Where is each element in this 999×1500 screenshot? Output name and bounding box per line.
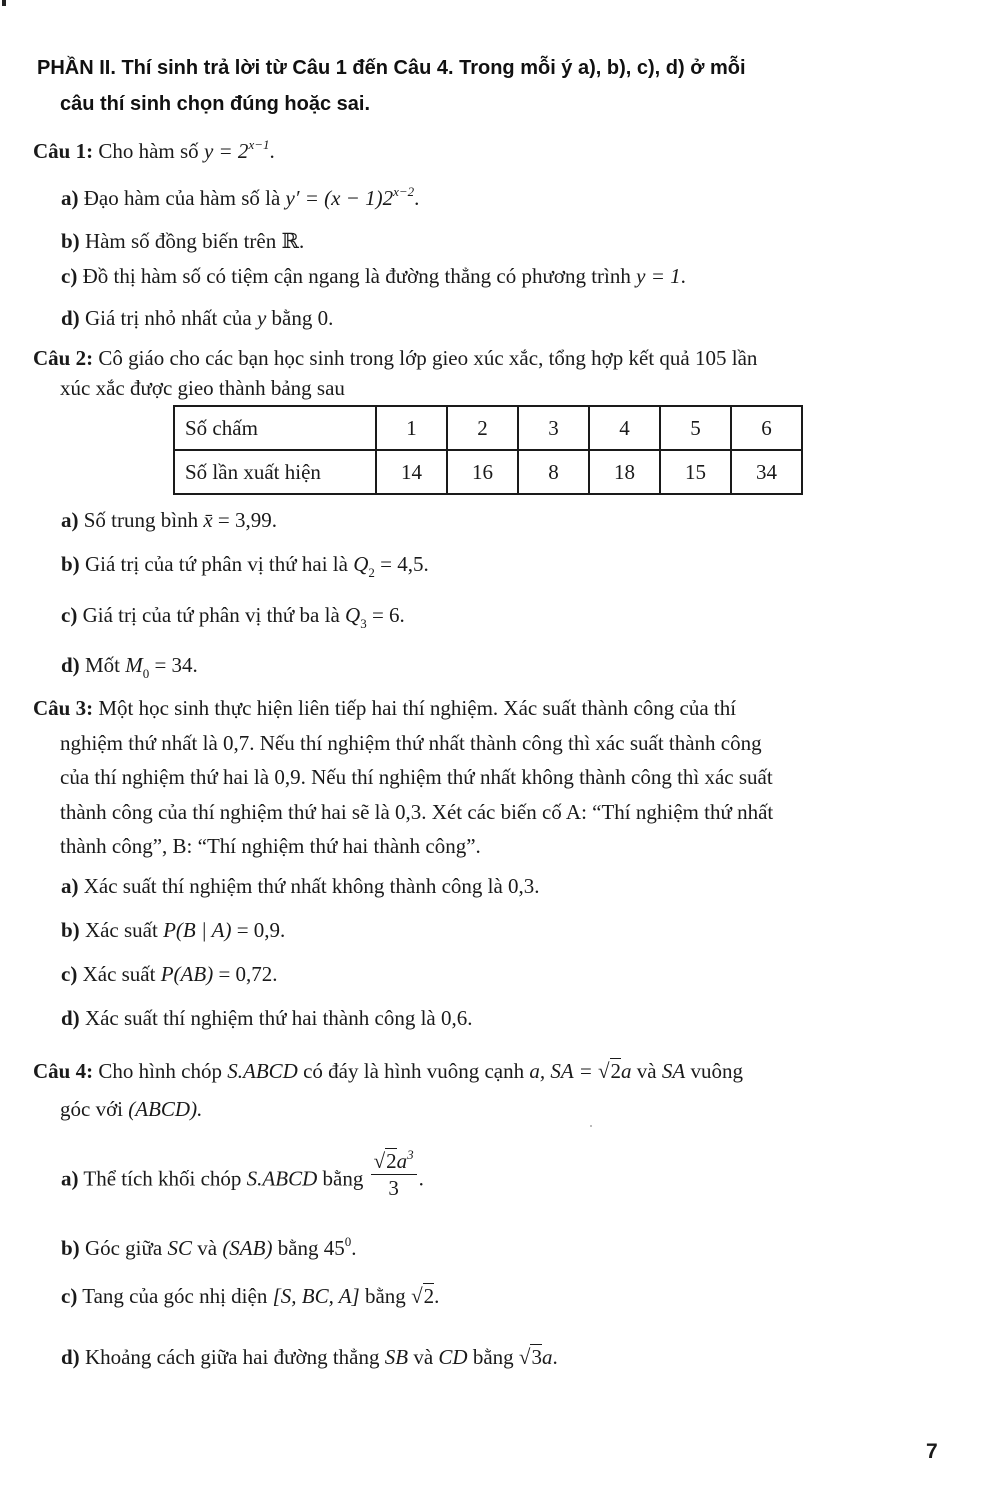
question-3-text-line1: Một học sinh thực hiện liên tiếp hai thí nghiệm. Xác suất thành công của thí — [98, 696, 737, 720]
option-math-2: CD — [438, 1345, 468, 1369]
count-cell: 15 — [660, 450, 731, 494]
face-cell: 2 — [447, 406, 518, 450]
punctuation: . — [680, 264, 686, 288]
punctuation: . — [434, 1284, 440, 1308]
option-math: P(AB) — [160, 962, 214, 986]
math-a: a — [396, 1149, 408, 1173]
table-row-faces — [174, 406, 802, 450]
face-cell: 6 — [731, 406, 802, 450]
row-header-counts: Số lần xuất hiện — [174, 450, 376, 494]
option-math: ℝ — [281, 229, 299, 253]
punctuation: . — [418, 1166, 424, 1191]
option-text: Góc giữa — [84, 1236, 163, 1260]
option-math: Q — [345, 603, 361, 627]
option-label: c) — [61, 962, 78, 986]
question-2-text-line2: xúc xắc được gieo thành bảng sau — [60, 376, 345, 400]
option-value: = 0,9. — [236, 918, 286, 942]
option-value: = 4,5. — [380, 552, 429, 576]
option-text: Hàm số đồng biến trên — [84, 229, 277, 253]
option-text: Xác suất — [84, 918, 158, 942]
option-text: Khoảng cách giữa hai đường thẳng — [84, 1345, 380, 1369]
sqrt-arg: 2 — [610, 1059, 622, 1083]
punctuation: . — [269, 139, 275, 163]
sqrt-arg: 2 — [423, 1284, 435, 1308]
question-3-text-line2: nghiệm thứ nhất là 0,7. Nếu thí nghiệm thứ nhất thành công thì xác suất thành công — [60, 730, 762, 755]
option-label: d) — [61, 1006, 80, 1030]
question-3-option-d — [61, 1004, 472, 1032]
option-label: b) — [61, 918, 80, 942]
face-cell: 5 — [660, 406, 731, 450]
option-text: Giá trị của tứ phân vị thứ hai là — [84, 552, 348, 576]
option-label: b) — [61, 1236, 80, 1260]
option-math: P(B | A) — [163, 918, 232, 942]
question-2-option-a — [61, 506, 277, 534]
option-text-3: bằng — [472, 1345, 514, 1369]
question-2-option-d — [61, 651, 198, 688]
question-4-text: và — [636, 1059, 657, 1083]
question-4-option-c — [61, 1282, 439, 1310]
question-4-text: có đáy là hình vuông cạnh — [303, 1059, 525, 1083]
option-text-2: bằng — [322, 1166, 364, 1191]
table-row-counts — [174, 450, 802, 494]
dice-results-table — [173, 405, 803, 495]
question-3-text-line3: của thí nghiệm thứ hai là 0,9. Nếu thí nghiệm thứ nhất không thành công thì xác suất — [60, 765, 773, 789]
question-2-option-c — [61, 601, 405, 638]
option-label: a) — [61, 1166, 79, 1191]
sqrt-arg: 3 — [531, 1345, 542, 1369]
option-label: b) — [61, 552, 80, 576]
option-text: Số trung bình — [83, 508, 199, 532]
option-text: Xác suất thí nghiệm thứ nhất không thành công là 0,3. — [83, 874, 540, 898]
option-text: Đạo hàm của hàm số là — [83, 186, 281, 210]
count-cell: 34 — [731, 450, 802, 494]
question-4-stem — [33, 1052, 943, 1128]
degree-exponent: 0 — [344, 1234, 352, 1249]
question-1-option-c — [61, 262, 686, 290]
question-3-option-b — [61, 916, 285, 944]
face-cell: 3 — [518, 406, 589, 450]
option-value: = 3,99. — [217, 508, 278, 532]
sqrt-icon: √ — [518, 1345, 531, 1369]
option-label: d) — [61, 653, 80, 677]
question-4-text: Cho hình chóp — [98, 1059, 223, 1083]
option-text: Tang của góc nhị diện — [82, 1284, 268, 1308]
math-a: a — [621, 1059, 632, 1083]
sqrt-icon: √ — [373, 1149, 386, 1173]
option-math: [S, BC, A] — [272, 1284, 360, 1308]
option-text-2: bằng — [364, 1284, 406, 1308]
option-value: 45 — [323, 1236, 345, 1260]
question-3-stem — [33, 691, 943, 864]
option-value: = 0,72. — [218, 962, 278, 986]
count-cell: 16 — [447, 450, 518, 494]
question-3-option-a — [61, 872, 540, 900]
option-label: d) — [61, 1345, 80, 1369]
option-math: y — [256, 306, 267, 330]
math-pyramid: S.ABCD — [227, 1059, 298, 1083]
option-subscript: 3 — [360, 616, 367, 631]
count-cell: 18 — [589, 450, 660, 494]
option-text: Xác suất — [82, 962, 156, 986]
option-text: Thể tích khối chóp — [83, 1166, 242, 1191]
punctuation: . — [414, 186, 420, 210]
option-value: = 6. — [371, 603, 405, 627]
option-label: b) — [61, 229, 80, 253]
option-exponent: x−2 — [393, 184, 415, 199]
scan-corner-mark — [2, 0, 6, 6]
option-label: d) — [61, 306, 80, 330]
question-2-option-b — [61, 550, 429, 587]
option-math: SB — [384, 1345, 409, 1369]
option-text: Xác suất thí nghiệm thứ hai thành công là 0,6. — [84, 1006, 473, 1030]
question-1-option-d — [61, 304, 333, 332]
page-number: 7 — [926, 1440, 938, 1463]
question-1-function: y = 2 — [203, 139, 249, 163]
question-4-option-b — [61, 1228, 357, 1262]
question-1-stem — [33, 128, 943, 168]
question-2-text-line1: Cô giáo cho các bạn học sinh trong lớp gieo xúc xắc, tổng hợp kết quả 105 lần — [98, 346, 758, 370]
question-1-option-b — [61, 227, 304, 255]
option-value: = 34. — [154, 653, 198, 677]
question-3-label: Câu 3: — [33, 696, 94, 720]
math-sa-2: SA — [661, 1059, 686, 1083]
option-label: c) — [61, 264, 78, 288]
option-label: c) — [61, 603, 78, 627]
option-label: a) — [61, 186, 79, 210]
question-3-text-line5: thành công”, B: “Thí nghiệm thứ hai thành công”. — [60, 834, 481, 858]
question-3-text-line4: thành công của thí nghiệm thứ hai sẽ là 0,3. Xét các biến cố A: “Thí nghiệm thứ nhất — [60, 799, 774, 824]
question-3-option-c — [61, 960, 278, 988]
punctuation: . — [552, 1345, 558, 1369]
option-text-2: bằng 0. — [271, 306, 334, 330]
math-plane: (ABCD). — [128, 1097, 203, 1121]
math-edge: a, — [529, 1059, 546, 1083]
option-text: Giá trị của tứ phân vị thứ ba là — [82, 603, 340, 627]
math-a: a — [541, 1345, 553, 1369]
option-math: Q — [353, 552, 369, 576]
part-header — [37, 50, 957, 122]
option-label: a) — [61, 874, 79, 898]
exponent: 3 — [407, 1147, 414, 1162]
question-4-text-line2 — [33, 1090, 943, 1128]
fraction-denominator: 3 — [388, 1176, 399, 1200]
option-label: c) — [61, 1284, 78, 1308]
option-math: M — [125, 653, 143, 677]
row-header-faces: Số chấm — [174, 406, 376, 450]
option-subscript: 2 — [368, 565, 375, 580]
option-label: a) — [61, 508, 79, 532]
question-1-label: Câu 1: — [33, 139, 94, 163]
option-math: y = 1 — [636, 264, 681, 288]
punctuation: . — [298, 229, 305, 253]
question-4-text: vuông — [690, 1059, 743, 1083]
count-cell: 14 — [376, 450, 447, 494]
question-1-text: Cho hàm số — [98, 139, 199, 163]
option-text-2: và — [197, 1236, 218, 1260]
volume-fraction — [371, 1142, 417, 1201]
question-4-option-d — [61, 1343, 558, 1371]
math-sa: SA = — [550, 1059, 593, 1083]
option-subscript: 0 — [142, 666, 150, 681]
option-text: Đồ thị hàm số có tiệm cận ngang là đường thẳng có phương trình — [82, 264, 631, 288]
question-2-label: Câu 2: — [33, 346, 94, 370]
option-math: x̄ — [203, 508, 213, 532]
option-text-2: và — [413, 1345, 434, 1369]
face-cell: 1 — [376, 406, 447, 450]
option-text: Mốt — [84, 653, 120, 677]
sqrt-icon: √ — [411, 1284, 423, 1308]
option-math: S.ABCD — [246, 1166, 318, 1191]
option-text-3: bằng — [277, 1236, 319, 1260]
question-1-exponent: x−1 — [248, 137, 270, 152]
option-math: SC — [167, 1236, 192, 1260]
fraction-numerator — [371, 1142, 417, 1175]
option-math-2: (SAB) — [222, 1236, 273, 1260]
punctuation: . — [351, 1236, 357, 1260]
option-text: Giá trị nhỏ nhất của — [84, 306, 252, 330]
question-4-label: Câu 4: — [33, 1059, 94, 1083]
part-header-line2: câu thí sinh chọn đúng hoặc sai. — [60, 93, 371, 115]
sqrt-arg: 2 — [386, 1149, 397, 1173]
sqrt-icon: √ — [598, 1059, 610, 1083]
face-cell: 4 — [589, 406, 660, 450]
question-1-option-a — [61, 178, 419, 212]
option-math: y′ = (x − 1)2 — [285, 186, 394, 210]
question-4-text: góc với — [60, 1097, 124, 1121]
question-2-stem — [33, 343, 943, 403]
count-cell: 8 — [518, 450, 589, 494]
part-header-line1: PHẦN II. Thí sinh trả lời từ Câu 1 đến Câu 4. Trong mỗi ý a), b), c), d) ở mỗi — [37, 57, 746, 79]
question-4-option-a — [61, 1147, 424, 1201]
